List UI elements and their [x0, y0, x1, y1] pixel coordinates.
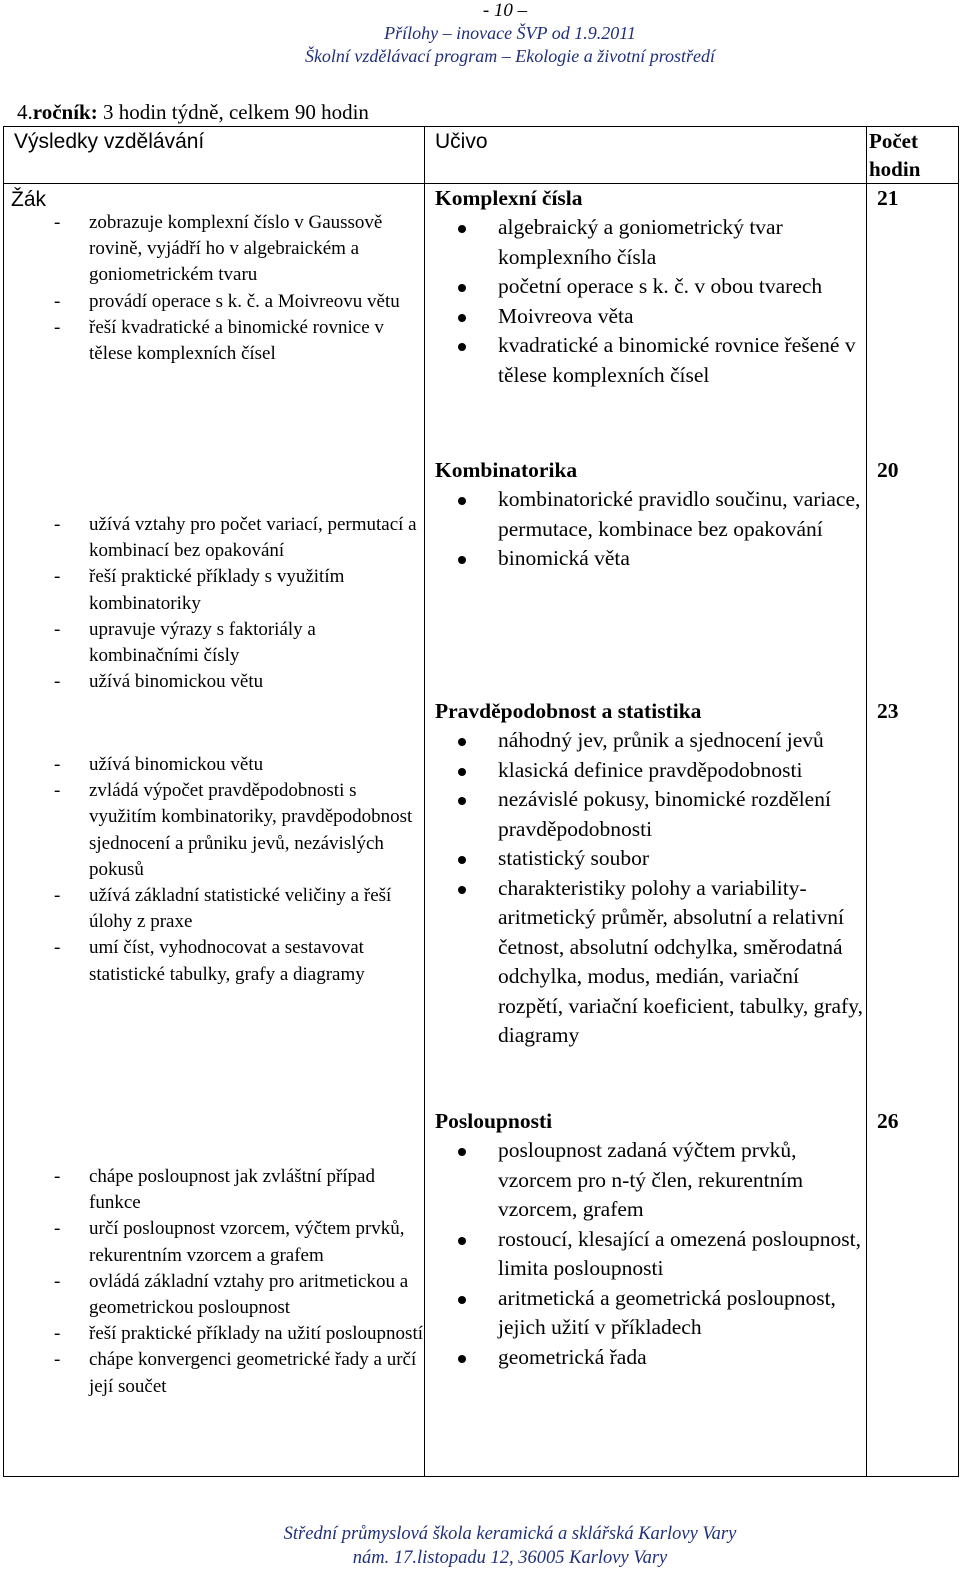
dash-marker: - [54, 937, 61, 959]
dash-marker: - [54, 1218, 61, 1240]
dash-marker: - [54, 316, 61, 338]
topic-item [435, 485, 865, 544]
dash-marker: - [54, 885, 61, 907]
topic-title: Kombinatorika [435, 458, 578, 482]
topic-item-text: charakteristiky polohy a variability- aritmetický průměr, absolutní a relativní četnost, absolutní odchylka, směrodatná odchylka, modus, medián, variační rozpětí, variační koeficient, tabulky, grafy, diagramy [498, 875, 863, 1047]
outcome-item [4, 1216, 425, 1268]
topic-item [435, 785, 865, 844]
topic-item [435, 213, 865, 272]
year-rest: 3 hodin týdně, celkem 90 hodin [97, 100, 369, 124]
topic-item-list [435, 726, 865, 1051]
table-header-row [4, 127, 959, 184]
topic-item [435, 1136, 865, 1225]
bullet-icon [458, 1237, 466, 1245]
outcome-group [4, 210, 425, 367]
outcome-item [4, 564, 425, 616]
dash-marker: - [54, 754, 61, 775]
topic-item-text: početní operace s k. č. v obou tvarech [498, 274, 823, 298]
bullet-icon [458, 1355, 466, 1363]
footer-line-1: Střední průmyslová škola keramická a sklářská Karlovy Vary [283, 1524, 737, 1544]
topic-item-text: rostoucí, klesající a omezená posloupnost, limita posloupnosti [498, 1226, 862, 1280]
topic-hours: 21 [877, 186, 899, 210]
dash-marker: - [54, 671, 61, 693]
outcome-text: řeší kvadratické a binomické rovnice v tělese komplexních čísel [89, 316, 384, 365]
outcome-text: zobrazuje komplexní číslo v Gaussově rovině, vyjádří ho v algebraickém a goniometrickém tvaru [89, 212, 383, 286]
outcome-item [4, 1269, 425, 1321]
bullet-icon [458, 797, 466, 805]
dash-marker: - [54, 1349, 61, 1371]
topic-item-list [435, 485, 865, 574]
outcome-item [4, 1321, 425, 1347]
topic-title: Komplexní čísla [435, 186, 583, 210]
topic-item-text: posloupnost zadaná výčtem prvků, vzorcem pro n-tý člen, rekurentním vzorcem, grafem [498, 1138, 804, 1221]
year-line [17, 98, 369, 126]
bullet-icon [458, 497, 466, 505]
topic-item-text: náhodný jev, průnik a sjednocení jevů [498, 728, 824, 752]
topic-item-list [435, 213, 865, 390]
outcome-item [4, 289, 425, 315]
header-line-2: Školní vzdělávací program – Ekologie a životní prostředí [304, 46, 716, 66]
outcome-item [4, 1164, 425, 1216]
dash-marker: - [54, 212, 61, 233]
outcome-text: chápe posloupnost jak zvláštní případ funkce [89, 1166, 375, 1214]
table-body-row [4, 184, 959, 1477]
outcome-text: řeší praktické příklady na užití posloupností [89, 1323, 424, 1345]
outcome-text: provádí operace s k. č. a Moivreovu větu [89, 290, 400, 312]
topic-hours: 20 [877, 458, 899, 482]
outcome-text: ovládá základní vztahy pro aritmetickou a geometrickou posloupnost [89, 1270, 409, 1319]
header-line-1: Přílohy – inovace ŠVP od 1.9.2011 [384, 23, 636, 43]
outcome-item [4, 778, 425, 883]
outcome-group [4, 752, 425, 988]
outcome-item [4, 883, 425, 935]
header-content: Učivo [425, 127, 867, 184]
topic-item-text: Moivreova věta [498, 303, 634, 328]
topic-item [435, 272, 865, 302]
bullet-icon [458, 768, 466, 776]
topic-block [435, 1106, 865, 1372]
page-number: - 10 – [482, 0, 528, 21]
outcome-group [4, 1164, 425, 1400]
topic-item [435, 302, 865, 332]
outcome-text: užívá vztahy pro počet variací, permutací a kombinací bez opakování [89, 514, 417, 562]
outcome-text: chápe konvergenci geometrické řady a určí její součet [89, 1349, 417, 1397]
bullet-icon [458, 856, 466, 864]
topic-hours: 26 [877, 1109, 899, 1133]
topic-item [435, 726, 865, 756]
content-cell [425, 184, 867, 1477]
hours-cell [867, 184, 959, 1477]
topic-item [435, 331, 865, 390]
dash-marker: - [54, 618, 61, 640]
bullet-icon [458, 556, 466, 564]
topic-hours: 23 [877, 699, 899, 723]
topic-title: Pravděpodobnost a statistika [435, 699, 702, 723]
outcome-item [4, 315, 425, 367]
outcome-text: řeší praktické příklady s využitím kombinatoriky [89, 566, 345, 614]
dash-marker: - [54, 566, 61, 588]
topic-item [435, 874, 865, 1051]
topic-item-text: aritmetická a geometrická posloupnost, jejich užití v příkladech [498, 1285, 836, 1339]
topic-item-text: kombinatorické pravidlo součinu, variace, permutace, kombinace bez opakování [498, 487, 861, 541]
outcome-text: užívá základní statistické veličiny a řeší úlohy z praxe [89, 885, 392, 933]
topic-item-text: klasická definice pravděpodobnosti [498, 757, 803, 782]
bullet-icon [458, 1148, 466, 1156]
year-label: ročník: [32, 100, 98, 124]
year-prefix: 4. [17, 100, 33, 124]
topic-item-text: statistický soubor [498, 846, 650, 870]
topic-item [435, 544, 865, 574]
page-footer [0, 1522, 960, 1570]
bullet-icon [458, 314, 466, 322]
dash-marker: - [54, 1166, 61, 1187]
outcome-text: zvládá výpočet pravděpodobnosti s využitím kombinatoriky, pravděpodobnost sjednocení a průniku jevů, nezávislých pokusů [89, 780, 413, 880]
bullet-icon [458, 343, 466, 351]
outcome-item [4, 935, 425, 987]
bullet-icon [458, 738, 466, 746]
dash-marker: - [54, 1270, 61, 1292]
topic-item [435, 1284, 865, 1343]
outcome-text: upravuje výrazy s faktoriály a kombinačními čísly [89, 618, 316, 667]
topic-block [435, 183, 865, 390]
bullet-icon [458, 886, 466, 894]
outcome-item [4, 210, 425, 289]
student-label: Žák [11, 188, 47, 211]
bullet-icon [458, 225, 466, 233]
page-header [0, 0, 960, 68]
dash-marker: - [54, 514, 61, 535]
bullet-icon [458, 1296, 466, 1304]
topic-item [435, 756, 865, 786]
dash-marker: - [54, 780, 61, 802]
topic-item [435, 1225, 865, 1284]
topic-item [435, 1343, 865, 1373]
outcome-text: užívá binomickou větu [89, 671, 264, 693]
topic-item [435, 844, 865, 874]
topic-item-text: kvadratické a binomické rovnice řešené v tělese komplexních čísel [498, 333, 856, 387]
topic-block [435, 455, 865, 574]
header-outcomes: Výsledky vzdělávání [4, 127, 425, 184]
topic-item-text: algebraický a goniometrický tvar komplexního čísla [498, 215, 783, 269]
outcome-group [4, 512, 425, 695]
curriculum-table [3, 126, 959, 1477]
topic-item-text: nezávislé pokusy, binomické rozdělení pravděpodobnosti [498, 787, 831, 841]
outcome-text: užívá binomickou větu [89, 754, 264, 775]
outcome-text: umí číst, vyhodnocovat a sestavovat statistické tabulky, grafy a diagramy [89, 937, 365, 985]
dash-marker: - [54, 1323, 61, 1345]
topic-title: Posloupnosti [435, 1109, 553, 1133]
outcome-item [4, 617, 425, 669]
topic-block [435, 696, 865, 1051]
topic-item-list [435, 1136, 865, 1372]
outcome-item [4, 669, 425, 695]
bullet-icon [458, 284, 466, 292]
outcome-item [4, 1347, 425, 1399]
header-hours: Počet hodin [867, 127, 959, 184]
footer-line-2: nám. 17.listopadu 12, 36005 Karlovy Vary [352, 1548, 668, 1568]
outcome-text: určí posloupnost vzorcem, výčtem prvků, rekurentním vzorcem a grafem [89, 1218, 405, 1266]
outcome-item [4, 752, 425, 778]
topic-item-text: geometrická řada [498, 1344, 647, 1369]
topic-item-text: binomická věta [498, 546, 630, 570]
dash-marker: - [54, 290, 61, 312]
outcomes-cell [4, 184, 425, 1477]
outcome-item [4, 512, 425, 564]
